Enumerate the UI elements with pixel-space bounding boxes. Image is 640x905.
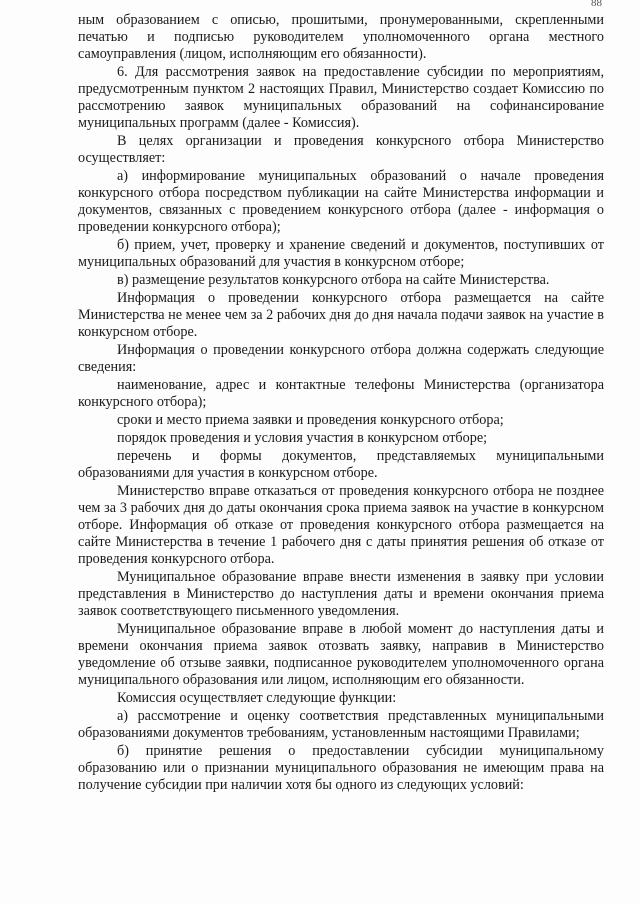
paragraph: наименование, адрес и контактные телефоны Министерства (организатора конкурсного отбора);	[78, 377, 604, 410]
page-number: 88	[591, 0, 602, 9]
paragraph: Информация о проведении конкурсного отбора должна содержать следующие сведения:	[78, 342, 604, 375]
paragraph: Министерство вправе отказаться от проведения конкурсного отбора не позднее чем за 3 рабочих дня до даты окончания срока приема заявок на участие в конкурсном отборе. Информация об отказе от проведения конкурсного отбора размещается на сайте Министерства в течение 1 рабочего дня с даты принятия решения об отказе от проведения конкурсного отбора.	[78, 483, 604, 567]
paragraph: б) принятие решения о предоставлении субсидии муниципальному образованию или о признании муниципального образования не имеющим права на получение субсидии при наличии хотя бы одного из следующих условий:	[78, 743, 604, 793]
paragraph: сроки и место приема заявки и проведения конкурсного отбора;	[117, 412, 504, 428]
paragraph: ным образованием с описью, прошитыми, пронумерованными, скрепленными печатью и подписью руководителем уполномоченного органа местного самоуправления (лицом, исполняющим его обязанности).	[78, 12, 604, 62]
paragraph: перечень и формы документов, представляемых муниципальными образованиями для участия в конкурсном отборе.	[78, 448, 604, 481]
paragraph: а) рассмотрение и оценку соответствия представленных муниципальными образованиями документов требованиям, установленным настоящими Правилами;	[78, 708, 604, 741]
paragraph: Комиссия осуществляет следующие функции:	[117, 690, 397, 706]
paragraph: 6. Для рассмотрения заявок на предоставление субсидии по мероприятиям, предусмотренным пунктом 2 настоящих Правил, Министерство создает Комиссию по рассмотрению заявок муниципальных образований на софинансирование муниципальных программ (далее - Комиссия).	[78, 64, 604, 131]
paragraph: Муниципальное образование вправе внести изменения в заявку при условии представления в Министерство до наступления даты и времени окончания приема заявок соответствующего письменного уведомления.	[78, 569, 604, 619]
paragraph: Муниципальное образование вправе в любой момент до наступления даты и времени окончания приема заявок отозвать заявку, направив в Министерство уведомление об отзыве заявки, подписанное руководителем уполномоченного органа муниципального образования или лицом, исполняющим его обязанности.	[78, 621, 604, 688]
paragraph: Информация о проведении конкурсного отбора размещается на сайте Министерства не менее чем за 2 рабочих дня до дня начала подачи заявок на участие в конкурсном отборе.	[78, 290, 604, 340]
paragraph: порядок проведения и условия участия в конкурсном отборе;	[117, 430, 488, 446]
paragraph: б) прием, учет, проверку и хранение сведений и документов, поступивших от муниципальных образований для участия в конкурсном отборе;	[78, 237, 604, 270]
paragraph: а) информирование муниципальных образований о начале проведения конкурсного отбора посредством публикации на сайте Министерства информации и документов, связанных с проведением конкурсного отбора (далее - информация о проведении конкурсного отбора);	[78, 168, 604, 235]
paragraph: В целях организации и проведения конкурсного отбора Министерство осуществляет:	[78, 133, 604, 166]
paragraph: в) размещение результатов конкурсного отбора на сайте Министерства.	[117, 272, 550, 288]
document-body	[78, 12, 604, 795]
